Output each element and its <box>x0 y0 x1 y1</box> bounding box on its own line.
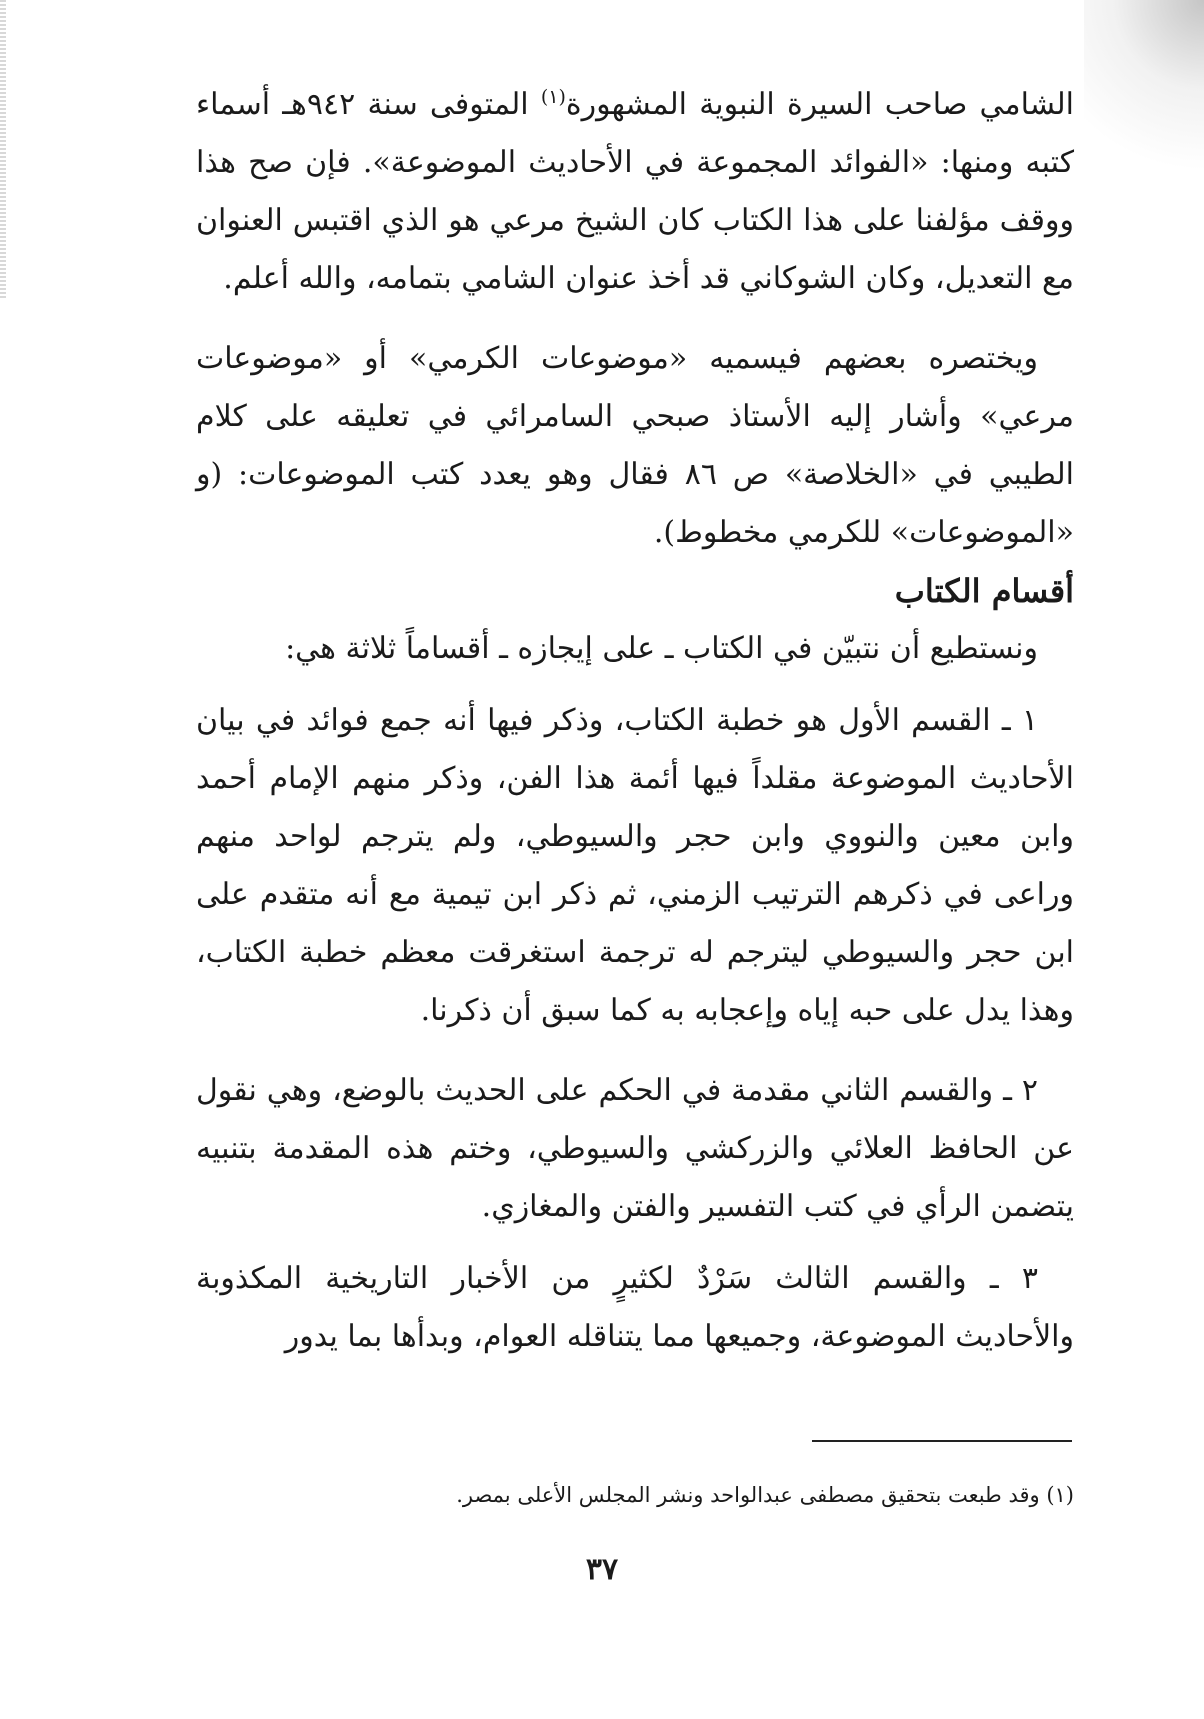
page-body <box>196 76 1074 1366</box>
footnote-marker: (١) <box>540 86 566 108</box>
scan-shadow-left <box>0 0 6 300</box>
paragraph-part-2: ٢ ـ والقسم الثاني مقدمة في الحكم على الحديث بالوضع، وهي نقول عن الحافظ العلائي والزركشي والسيوطي، وختم هذه المقدمة بتنبيه يتضمن الرأي في كتب التفسير والفتن والمغازي. <box>196 1073 1074 1224</box>
paragraph-part-3: ٣ ـ والقسم الثالث سَرْدٌ لكثيرٍ من الأخبار التاريخية المكذوبة والأحاديث الموضوعة، وجميعها مما يتناقله العوام، وبدأها بما يدور <box>196 1261 1074 1354</box>
scan-shadow-right <box>1084 0 1204 1719</box>
paragraph-text: المتوفى سنة ٩٤٢هـ أسماء كتبه ومنها: «الفوائد المجموعة في الأحاديث الموضوعة». فإن صح هذا ووقف مؤلفنا على هذا الكتاب كان الشيخ مرعي هو الذي اقتبس العنوان مع التعديل، وكان الشوكاني قد أخذ عنوان الشامي بتمامه، والله أعلم. <box>196 87 1074 296</box>
paragraph-abbreviation: ويختصره بعضهم فيسميه «موضوعات الكرمي» أو «موضوعات مرعي» وأشار إليه الأستاذ صبحي السامرائي في تعليقه على كلام الطيبي في «الخلاصة» ص ٨٦ فقال وهو يعدد كتب الموضوعات: (و «الموضوعات» للكرمي مخطوط). <box>196 341 1074 550</box>
paragraph-text: الشامي صاحب السيرة النبوية المشهورة <box>565 87 1074 122</box>
footnote-divider <box>812 1440 1072 1442</box>
paragraph-part-1: ١ ـ القسم الأول هو خطبة الكتاب، وذكر فيها أنه جمع فوائد في بيان الأحاديث الموضوعة مقلداً فيها أئمة هذا الفن، وذكر منهم الإمام أحمد وابن معين والنووي وابن حجر والسيوطي، ولم يترجم لواحد منهم وراعى في ذكرهم الترتيب الزمني، ثم ذكر ابن تيمية مع أنه متقدم على ابن حجر والسيوطي ليترجم له ترجمة استغرقت معظم خطبة الكتاب، وهذا يدل على حبه إياه وإعجابه به كما سبق أن ذكرنا. <box>196 703 1074 1028</box>
footnote: (١) وقد طبعت بتحقيق مصطفى عبدالواحد ونشر المجلس الأعلى بمصر. <box>456 1483 1074 1507</box>
section-heading: أقسام الكتاب <box>894 572 1074 610</box>
paragraph-intro: ونستطيع أن نتبيّن في الكتاب ـ على إيجازه ـ أقساماً ثلاثة هي: <box>285 631 1038 666</box>
page-number: ٣٧ <box>585 1552 619 1587</box>
paragraph-continuation <box>196 76 1074 308</box>
